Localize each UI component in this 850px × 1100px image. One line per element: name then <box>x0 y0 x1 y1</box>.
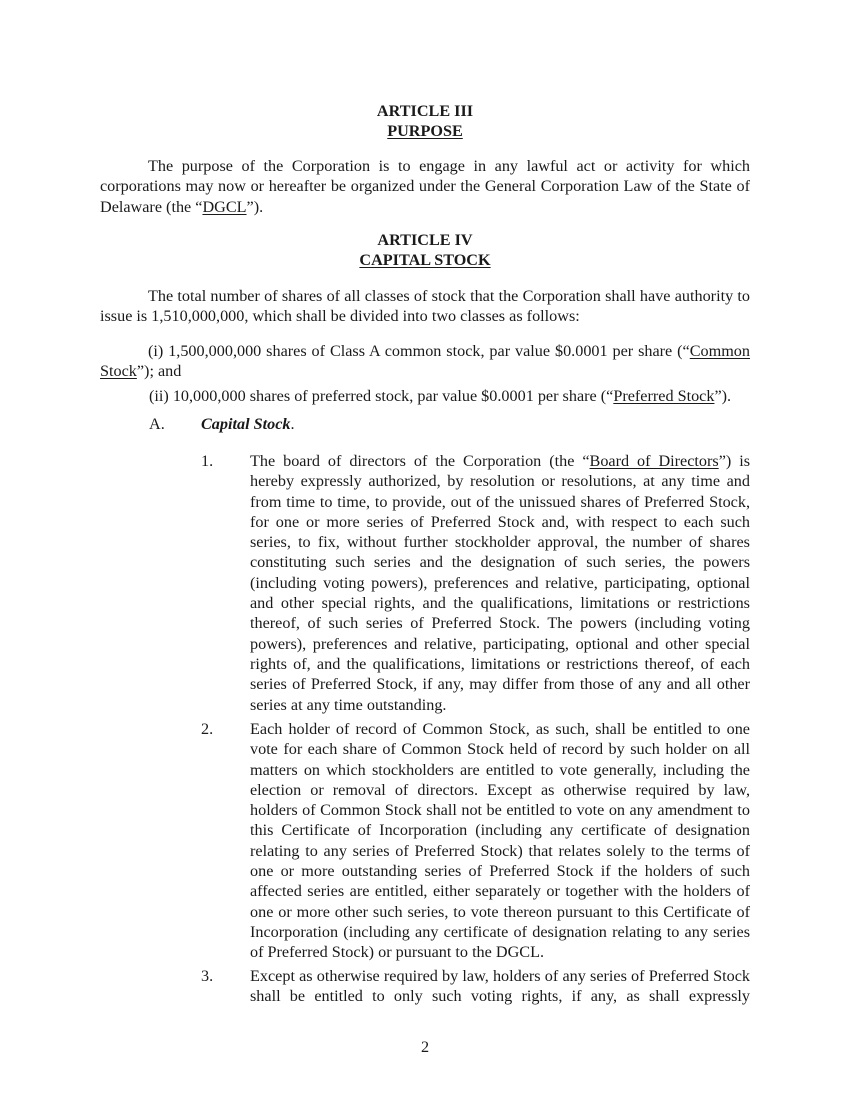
item-1-text-rest: ”) is hereby expressly authorized, by resolution or resolutions, at any time and from time to time, to provide, out of the unissued shares of Preferred Stock, for one or more series of Preferred Stock and, with respect to each such series, to fix, without further stockholder approval, the number of shares constituting such series and the designation of such series, the powers (including voting powers), preferences and relative, participating, optional and other special rights, and the qualifications, limitations or restrictions thereof, of such series of Preferred Stock. The powers (including voting powers), preferences and relative, participating, optional and other special rights of, and the qualifications, limitations or restrictions thereof, of each series of Preferred Stock, if any, may differ from those of any and all other series at any time outstanding. <box>250 452 751 714</box>
article-4-number: ARTICLE IV <box>377 231 473 249</box>
section-a-title <box>201 414 295 434</box>
class-ii-text-end: ”). <box>714 387 732 405</box>
common-stock-defined-term: Common Stock <box>100 342 750 381</box>
item-2-number: 2. <box>201 720 214 738</box>
article-4-intro: The total number of shares of all classes of stock that the Corporation shall have authority to issue is 1,510,000,000, which shall be divided into two classes as follows: <box>100 287 750 326</box>
page-number: 2 <box>420 1038 430 1056</box>
preferred-stock-defined-term: Preferred Stock <box>613 387 715 405</box>
class-i-text: (i) 1,500,000,000 shares of Class A common stock, par value $0.0001 per share (“ <box>148 342 690 360</box>
class-i-paragraph <box>100 341 750 382</box>
section-a-label: A. <box>149 415 165 433</box>
article-3-number: ARTICLE III <box>376 102 474 120</box>
item-1-text-start: The board of directors of the Corporation (the “ <box>250 452 590 470</box>
item-1-number: 1. <box>201 452 214 470</box>
article-3-body <box>100 156 750 217</box>
article-3-body-text-end: ”). <box>246 197 264 216</box>
class-ii-paragraph <box>149 386 759 406</box>
item-1-text <box>250 451 750 715</box>
article-3-title: PURPOSE <box>387 122 463 140</box>
article-3-heading <box>0 101 850 141</box>
item-3-number: 3. <box>201 967 214 985</box>
article-4-title: CAPITAL STOCK <box>359 251 491 269</box>
board-of-directors-defined-term: Board of Directors <box>589 452 719 470</box>
item-3-text: Except as otherwise required by law, holders of any series of Preferred Stock shall be entitled to only such voting rights, if any, as shall expressly <box>250 967 750 1006</box>
section-a-title-punct: . <box>290 415 295 433</box>
section-a-title-text: Capital Stock <box>201 415 291 433</box>
article-4-heading <box>0 230 850 270</box>
article-3-body-text: The purpose of the Corporation is to engage in any lawful act or activity for which corporations may now or hereafter be organized under the General Corporation Law of the State of Delaware (the “ <box>100 157 750 216</box>
class-ii-text: (ii) 10,000,000 shares of preferred stock, par value $0.0001 per share (“ <box>149 387 614 405</box>
dgcl-defined-term: DGCL <box>202 197 247 216</box>
class-i-text-end: ”); and <box>136 362 182 381</box>
item-2-text: Each holder of record of Common Stock, as such, shall be entitled to one vote for each share of Common Stock held of record by such holder on all matters on which stockholders are entitled to vote generally, including the election or removal of directors. Except as otherwise required by law, holders of Common Stock shall not be entitled to vote on any amendment to this Certificate of Incorporation (including any certificate of designation relating to any series of Preferred Stock) that relates solely to the terms of one or more outstanding series of Preferred Stock if the holders of such affected series are entitled, either separately or together with the holders of one or more other such series, to vote thereon pursuant to this Certificate of Incorporation (including any certificate of designation relating to any series of Preferred Stock) or pursuant to the DGCL. <box>250 720 750 962</box>
